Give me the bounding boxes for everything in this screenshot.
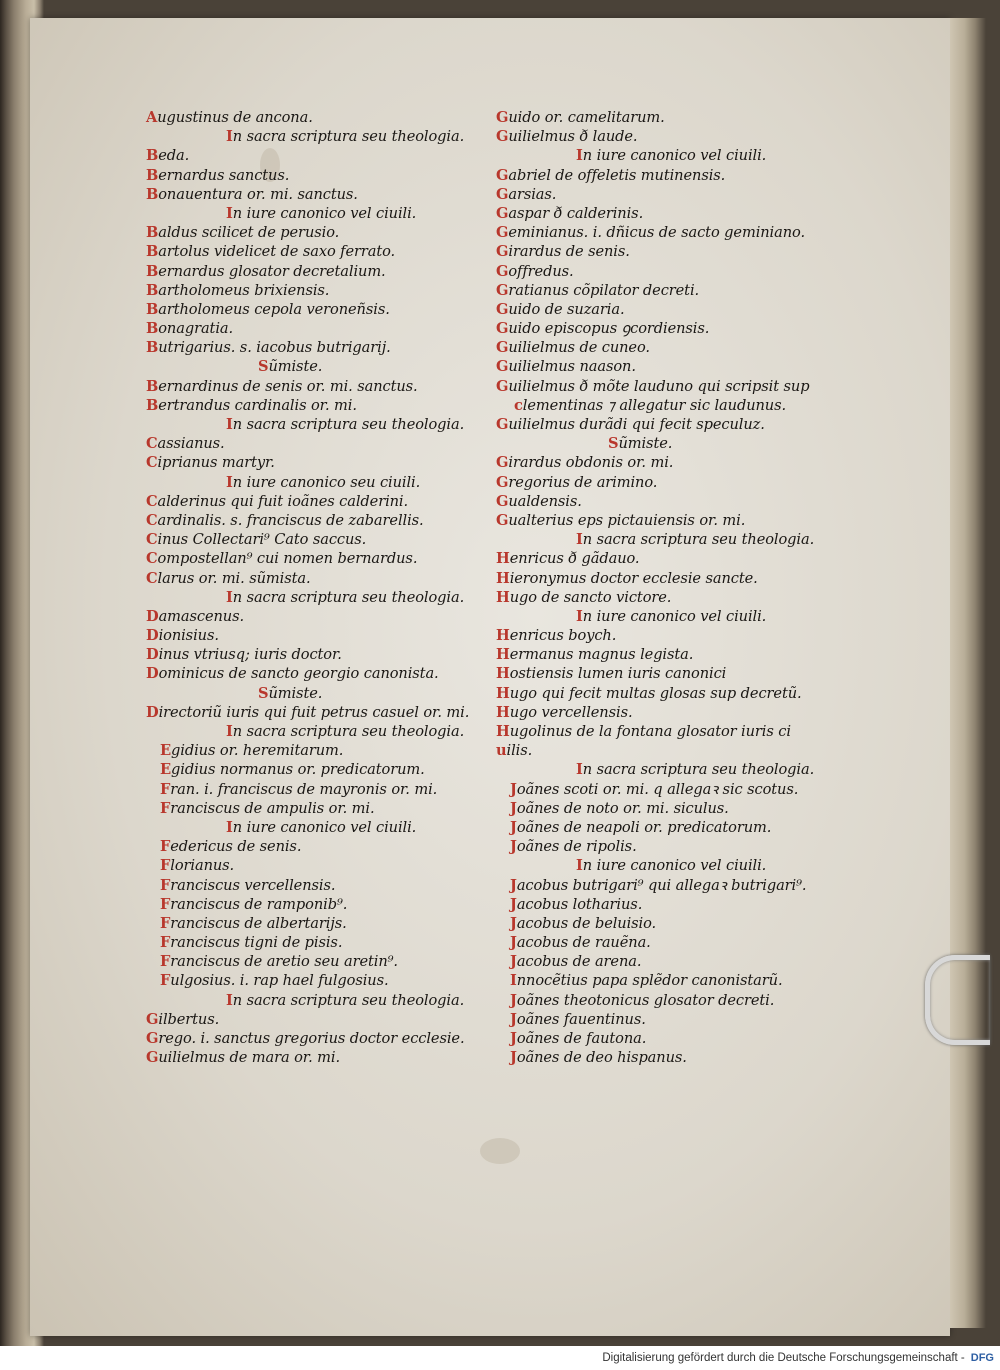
index-entry: Henricus boych. (496, 627, 617, 645)
rubricated-initial: H (496, 569, 510, 587)
paper-stain (480, 1138, 520, 1164)
index-entry: Beda. (146, 147, 190, 165)
index-entry: Egidius normanus or. predicatorum. (160, 761, 425, 779)
section-heading: In sacra scriptura seu theologia. (226, 588, 465, 606)
index-entry: Franciscus de albertarijs. (160, 914, 347, 932)
rubricated-initial: G (146, 1010, 159, 1028)
index-entry: Guilielmus de mara or. mi. (146, 1049, 340, 1067)
index-entry: Guilielmus ð mõte lauduno qui scripsit sup (496, 377, 810, 395)
rubricated-initial: B (146, 320, 159, 338)
rubricated-initial: J (510, 934, 517, 952)
rubricated-initial: G (496, 243, 509, 261)
rubricated-initial: E (160, 742, 172, 760)
index-entry: uilis. (496, 742, 533, 760)
index-entry: Dominicus de sancto georgio canonista. (146, 665, 439, 683)
index-entry: Girardus de senis. (496, 243, 630, 261)
rubricated-initial: J (510, 1030, 517, 1047)
rubricated-initial: J (510, 838, 517, 856)
index-entry: Guilielmus naason. (496, 358, 636, 376)
rubricated-initial: I (226, 991, 233, 1009)
index-entry: Joãnes fauentinus. (510, 1010, 646, 1028)
rubricated-initial: C (146, 569, 158, 587)
index-entry: Hugo qui fecit multas glosas sup decretũ. (496, 684, 802, 702)
rubricated-initial: J (510, 914, 517, 932)
index-entry: Franciscus de ramponib⁹. (160, 895, 348, 913)
index-entry: Gualdensis. (496, 492, 582, 510)
rubricated-initial: I (576, 531, 583, 549)
index-entry: Gabriel de offeletis mutinensis. (496, 166, 726, 184)
rubricated-initial: G (496, 262, 509, 280)
index-entry: Bernardus sanctus. (146, 166, 290, 184)
section-heading: In iure canonico vel ciuili. (576, 607, 767, 625)
rubricated-initial: I (226, 818, 233, 836)
section-heading: Sũmiste. (258, 358, 323, 376)
index-entry: Dionisius. (146, 627, 219, 645)
rubricated-initial: H (496, 665, 510, 683)
rubricated-initial: F (160, 799, 171, 817)
section-heading: In sacra scriptura seu theologia. (226, 128, 465, 146)
index-entry: Florianus. (160, 857, 235, 875)
index-entry: Damascenus. (146, 607, 245, 625)
rubricated-initial: J (510, 953, 517, 971)
rubricated-initial: J (510, 799, 517, 817)
rubricated-initial: B (146, 147, 159, 165)
index-entry: Garsias. (496, 185, 557, 203)
rubricated-initial: J (510, 1049, 517, 1067)
index-entry: Cardinalis. s. franciscus de zabarellis. (146, 511, 424, 529)
rubricated-initial: D (146, 646, 159, 664)
rubricated-initial: S (258, 684, 269, 702)
rubricated-initial: F (160, 895, 171, 913)
rubricated-initial: G (496, 320, 509, 338)
rubricated-initial: F (160, 780, 171, 798)
rubricated-initial: F (160, 876, 171, 894)
rubricated-initial: B (146, 281, 159, 299)
rubricated-initial: F (160, 838, 171, 856)
index-entry: Gregorius de arimino. (496, 473, 658, 491)
rubricated-initial: I (576, 607, 583, 625)
index-entry: Hieronymus doctor ecclesie sancte. (496, 569, 758, 587)
rubricated-initial: J (510, 895, 517, 913)
index-entry: Gualterius eps pictauiensis or. mi. (496, 511, 746, 529)
index-entry: Bonagratia. (146, 320, 234, 338)
rubricated-initial: B (146, 166, 159, 184)
rubricated-initial: B (146, 377, 159, 395)
index-entry: Goffredus. (496, 262, 574, 280)
rubricated-initial: J (510, 780, 517, 798)
rubricated-initial: B (146, 339, 159, 357)
rubricated-initial: G (496, 416, 509, 433)
index-entry: Joãnes de deo hispanus. (510, 1049, 687, 1067)
rubricated-initial: B (146, 300, 159, 318)
rubricated-initial: I (576, 857, 583, 875)
rubricated-initial: I (226, 723, 233, 740)
index-entry: Bonauentura or. mi. sanctus. (146, 185, 358, 203)
rubricated-initial: I (576, 147, 583, 165)
index-entry: clementinas ⁊ allegatur sic laudunus. (514, 396, 787, 414)
index-entry: Franciscus de aretio seu aretin⁹. (160, 953, 398, 971)
index-entry: Franciscus vercellensis. (160, 876, 336, 894)
index-entry: Bartolus videlicet de saxo ferrato. (146, 243, 396, 261)
rubricated-initial: C (146, 492, 158, 510)
rubricated-initial: D (146, 627, 159, 645)
index-entry: Guilielmus de cuneo. (496, 339, 650, 357)
rubricated-initial: H (496, 627, 510, 645)
index-entry: Directoriũ iuris qui fuit petrus casuel or. mi. (146, 703, 470, 721)
rubricated-initial: G (496, 339, 509, 357)
section-heading: In sacra scriptura seu theologia. (226, 723, 465, 740)
rubricated-initial: S (608, 435, 619, 453)
index-entry: Bartholomeus brixiensis. (146, 281, 330, 299)
rubricated-initial: G (496, 281, 509, 299)
index-entry: Joãnes theotonicus glosator decreti. (510, 991, 775, 1009)
rubricated-initial: G (496, 492, 509, 510)
rubricated-initial: F (160, 914, 171, 932)
index-entry: Hermanus magnus legista. (496, 646, 694, 664)
rubricated-initial: G (496, 300, 509, 318)
footer-bar (0, 1346, 1000, 1370)
index-entry: Girardus obdonis or. mi. (496, 454, 674, 472)
rubricated-initial: B (146, 224, 159, 242)
index-entry: Ciprianus martyr. (146, 454, 275, 472)
index-entry: Hugo de sancto victore. (496, 588, 672, 606)
index-entry: Grego. i. sanctus gregorius doctor ecclesie. (146, 1030, 465, 1047)
section-heading: In sacra scriptura seu theologia. (226, 416, 465, 433)
index-entry: Geminianus. i. dñicus de sacto geminiano. (496, 224, 805, 242)
index-entry: Baldus scilicet de perusio. (146, 224, 340, 242)
index-entry: Innocẽtius papa splẽdor canonistarũ. (510, 972, 783, 990)
index-entry: Bernardinus de senis or. mi. sanctus. (146, 377, 418, 395)
index-entry: Jacobus de arena. (510, 953, 642, 971)
rubricated-initial: B (146, 396, 159, 414)
index-entry: Guido de suzaria. (496, 300, 625, 318)
index-entry: Bartholomeus cepola veroneñsis. (146, 300, 390, 318)
index-entry: Joãnes scoti or. mi. q allegaꝛ sic scotus. (510, 780, 799, 798)
rubricated-initial: F (160, 953, 171, 971)
index-entry: Calderinus qui fuit ioãnes calderini. (146, 492, 409, 510)
index-entry: Gaspar ð calderinis. (496, 204, 644, 222)
rubricated-initial: B (146, 243, 159, 261)
index-entry: Bertrandus cardinalis or. mi. (146, 396, 357, 414)
section-heading: In iure canonico seu ciuili. (226, 473, 421, 491)
rubricated-initial: J (510, 876, 517, 894)
section-heading: In iure canonico vel ciuili. (226, 204, 417, 222)
rubricated-initial: C (146, 550, 158, 568)
rubricated-initial: u (496, 742, 507, 760)
rubricated-initial: C (146, 435, 158, 453)
rubricated-initial: G (496, 204, 509, 222)
rubricated-initial: H (496, 684, 510, 702)
section-heading: In iure canonico vel ciuili. (226, 818, 417, 836)
section-heading: Sũmiste. (258, 684, 323, 702)
index-entry: Jacobus butrigari⁹ qui allegaꝛ butrigari⁹. (510, 876, 807, 894)
rubricated-initial: A (146, 109, 158, 126)
rubricated-initial: G (496, 454, 509, 472)
rubricated-initial: G (146, 1049, 159, 1067)
rubricated-initial: F (160, 972, 171, 990)
index-entry: Jacobus lotharius. (510, 895, 643, 913)
rubricated-initial: c (514, 396, 523, 414)
index-entry: Hostiensis lumen iuris canonici (496, 665, 727, 683)
index-entry: Augustinus de ancona. (146, 109, 313, 126)
index-entry: Fran. i. franciscus de mayronis or. mi. (160, 780, 438, 798)
rubricated-initial: C (146, 531, 158, 549)
rubricated-initial: G (496, 358, 509, 376)
rubricated-initial: C (146, 511, 158, 529)
index-entry: Guido episcopus ꝯcordiensis. (496, 320, 710, 338)
index-entry: Jacobus de beluisio. (510, 914, 657, 932)
rubricated-initial: D (146, 665, 159, 683)
rubricated-initial: H (496, 703, 510, 721)
rubricated-initial: G (496, 377, 509, 395)
section-heading: In sacra scriptura seu theologia. (576, 531, 815, 549)
rubricated-initial: I (510, 972, 517, 990)
index-entry: Hugolinus de la fontana glosator iuris ci (496, 723, 791, 740)
page-edge (950, 18, 986, 1328)
index-entry: Franciscus tigni de pisis. (160, 934, 343, 952)
index-entry: Butrigarius. s. iacobus butrigarij. (146, 339, 391, 357)
right-column (496, 108, 836, 1067)
rubricated-initial: I (226, 416, 233, 433)
rubricated-initial: G (496, 185, 509, 203)
rubricated-initial: H (496, 723, 510, 740)
rubricated-initial: E (160, 761, 172, 779)
index-entry: Guilielmus ð laude. (496, 128, 638, 146)
rubricated-initial: J (510, 991, 517, 1009)
index-entry: Cinus Collectari⁹ Cato saccus. (146, 531, 367, 549)
dfg-logo: DFG (970, 1352, 994, 1364)
index-entry: Hugo vercellensis. (496, 703, 633, 721)
index-entry: Cassianus. (146, 435, 225, 453)
index-entry: Jacobus de rauẽna. (510, 934, 651, 952)
left-column (146, 108, 486, 1067)
rubricated-initial: I (226, 473, 233, 491)
index-entry: Gilbertus. (146, 1010, 220, 1028)
rubricated-initial: B (146, 262, 159, 280)
rubricated-initial: G (496, 224, 509, 242)
paper-clip (925, 955, 990, 1045)
index-entry: Gratianus cõpilator decreti. (496, 281, 700, 299)
rubricated-initial: G (496, 166, 509, 184)
rubricated-initial: D (146, 703, 159, 721)
section-heading: In iure canonico vel ciuili. (576, 857, 767, 875)
index-entry: Clarus or. mi. sũmista. (146, 569, 311, 587)
index-entry: Guilielmus durãdi qui fecit speculuz. (496, 416, 765, 433)
rubricated-initial: G (496, 109, 509, 126)
index-entry: Compostellan⁹ cui nomen bernardus. (146, 550, 418, 568)
rubricated-initial: F (160, 934, 171, 952)
rubricated-initial: I (226, 204, 233, 222)
section-heading: In sacra scriptura seu theologia. (576, 761, 815, 779)
rubricated-initial: C (146, 454, 158, 472)
rubricated-initial: D (146, 607, 159, 625)
index-entry: Franciscus de ampulis or. mi. (160, 799, 375, 817)
index-entry: Henricus ð gãdauo. (496, 550, 640, 568)
index-entry: Joãnes de fautona. (510, 1030, 647, 1047)
index-entry: Federicus de senis. (160, 838, 302, 856)
index-entry: Joãnes de noto or. mi. siculus. (510, 799, 729, 817)
footer-text: Digitalisierung gefördert durch die Deutsche Forschungsgemeinschaft - (602, 1352, 965, 1365)
rubricated-initial: G (496, 128, 509, 146)
rubricated-initial: I (226, 128, 233, 146)
index-entry: Bernardus glosator decretalium. (146, 262, 386, 280)
rubricated-initial: H (496, 550, 510, 568)
rubricated-initial: F (160, 857, 171, 875)
index-entry: Joãnes de ripolis. (510, 838, 637, 856)
rubricated-initial: G (496, 473, 509, 491)
rubricated-initial: I (226, 588, 233, 606)
index-entry: Egidius or. heremitarum. (160, 742, 344, 760)
section-heading: In iure canonico vel ciuili. (576, 147, 767, 165)
index-entry: Joãnes de neapoli or. predicatorum. (510, 818, 772, 836)
rubricated-initial: S (258, 358, 269, 376)
rubricated-initial: B (146, 185, 159, 203)
index-entry: Guido or. camelitarum. (496, 109, 665, 126)
rubricated-initial: I (576, 761, 583, 779)
index-entry: Fulgosius. i. rap hael fulgosius. (160, 972, 389, 990)
rubricated-initial: G (146, 1030, 159, 1047)
rubricated-initial: G (496, 511, 509, 529)
rubricated-initial: J (510, 1010, 517, 1028)
index-entry: Dinus vtriusq; iuris doctor. (146, 646, 342, 664)
rubricated-initial: J (510, 818, 517, 836)
rubricated-initial: H (496, 646, 510, 664)
section-heading: In sacra scriptura seu theologia. (226, 991, 465, 1009)
rubricated-initial: H (496, 588, 510, 606)
section-heading: Sũmiste. (608, 435, 673, 453)
